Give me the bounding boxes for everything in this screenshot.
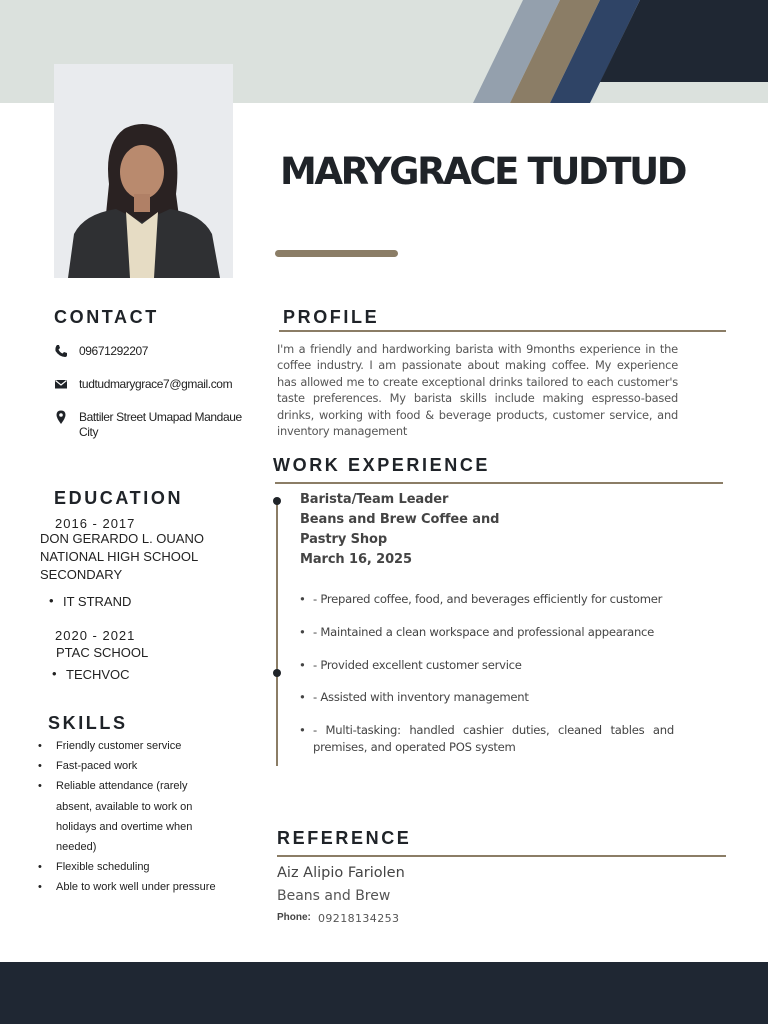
reference-name: Aiz Alipio Fariolen (277, 865, 405, 881)
phone-number: 09671292207 (79, 344, 149, 358)
reference-divider (277, 855, 726, 857)
reference-company: Beans and Brew (277, 888, 391, 904)
duty-item: • - Provided excellent customer service (313, 657, 674, 674)
contact-heading: CONTACT (54, 307, 159, 327)
education-heading: EDUCATION (54, 488, 184, 508)
school-name-line: NATIONAL HIGH SCHOOL (40, 549, 199, 564)
candidate-name: MARYGRACE TUDTUD (280, 150, 686, 193)
profile-heading: PROFILE (283, 307, 380, 327)
reference-phone: 09218134253 (318, 912, 400, 925)
contact-address (54, 410, 244, 440)
contact-email (54, 377, 232, 392)
education-detail: • IT STRAND (63, 594, 131, 609)
timeline-line (276, 498, 278, 766)
work-divider (275, 482, 723, 484)
contact-phone (54, 344, 148, 359)
reference-heading: REFERENCE (277, 828, 412, 848)
job-date: March 16, 2025 (300, 552, 412, 567)
job-title: Barista/Team Leader (300, 492, 449, 507)
name-underline (275, 250, 398, 257)
education-school (40, 530, 204, 584)
profile-photo (54, 64, 233, 278)
school-name-line: DON GERARDO L. OUANO (40, 531, 204, 546)
skill-item: • Reliable attendance (rarely absent, available to work on holidays and overtime when needed) (53, 776, 223, 857)
email-address: tudtudmarygrace7@gmail.com (79, 377, 233, 391)
school-level: SECONDARY (40, 567, 123, 582)
duty-item: • - Assisted with inventory management (313, 689, 674, 706)
skill-item: • Fast-paced work (53, 756, 223, 776)
duty-item: • - Multi-tasking: handled cashier duties, cleaned tables and premises, and operated POS system (313, 722, 674, 755)
phone-icon (54, 344, 68, 358)
education-years: 2020 - 2021 (55, 628, 136, 643)
skills-list (53, 736, 223, 898)
skill-item: • Friendly customer service (53, 736, 223, 756)
address: Battiler Street Umapad Mandaue City (79, 410, 242, 439)
footer-band (0, 962, 768, 1024)
skills-heading: SKILLS (48, 713, 128, 733)
skill-item: • Flexible scheduling (53, 857, 223, 877)
skill-item: • Able to work well under pressure (53, 877, 223, 897)
reference-phone-label: Phone: (277, 912, 311, 923)
duty-item: • - Maintained a clean workspace and professional appearance (313, 624, 674, 641)
education-school: PTAC SCHOOL (56, 645, 149, 660)
job-company: Pastry Shop (300, 532, 388, 547)
education-detail: • TECHVOC (66, 667, 130, 682)
location-pin-icon (54, 410, 68, 424)
profile-divider (279, 330, 726, 332)
timeline-dot (273, 497, 281, 505)
timeline-dot (273, 669, 281, 677)
profile-summary: I'm a friendly and hardworking barista with 9months experience in the coffee industry. I am passionate about making coffee. My experience has allowed me to create exceptional drinks tailored to each customer's taste preferences. My barista skills include making espresso-based drinks, working with food & beverage products, customer service, and inventory management (277, 342, 678, 439)
duty-item: • - Prepared coffee, food, and beverages efficiently for customer (313, 591, 674, 608)
mail-icon (54, 377, 68, 391)
job-company: Beans and Brew Coffee and (300, 512, 500, 527)
education-years: 2016 - 2017 (55, 516, 136, 531)
work-experience-heading: WORK EXPERIENCE (273, 455, 491, 475)
